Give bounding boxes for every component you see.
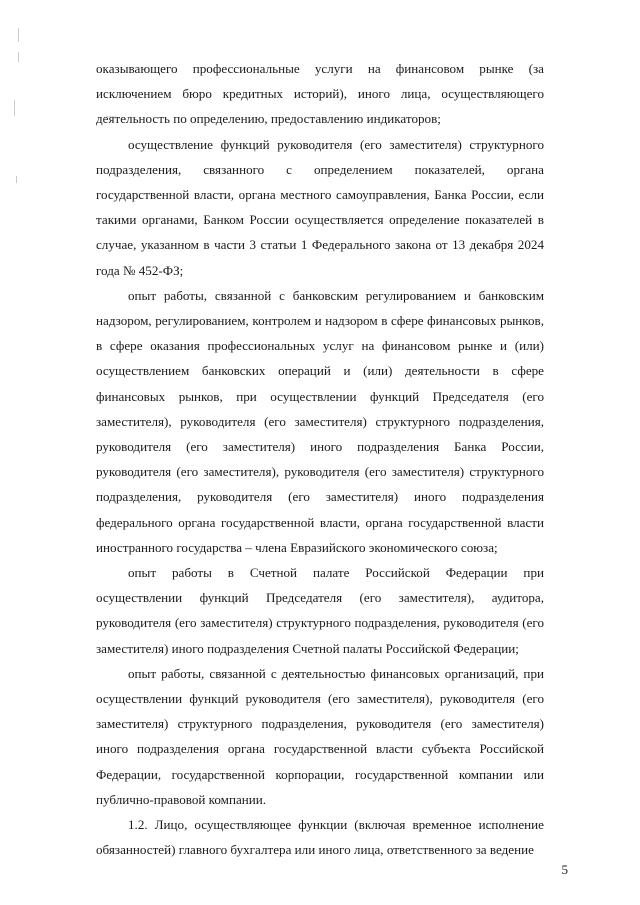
page-number: 5 xyxy=(561,862,568,877)
paragraph-3: опыт работы, связанной с банковским регулированием и банковским надзором, регулированием, контролем и надзором в сфере финансовых рынков, в сфере оказания профессиональных услуг на финансовом рынке и (или) осуществлением банковских операций и (или) деятельности в сфере финансовых рынков, при осуществлении функций Председателя (его заместителя), руководителя (его заместителя) структурного подразделения, руководителя (его заместителя) иного подразделения Банка России, руководителя (его заместителя), руководителя (его заместителя) структурного подразделения, руководителя (его заместителя) иного подразделения федерального органа государственной власти, органа государственной власти иностранного государства – члена Евразийского экономического союза; xyxy=(96,287,544,555)
scan-artifact xyxy=(14,100,15,116)
paragraph-6: 1.2. Лицо, осуществляющее функции (включая временное исполнение обязанностей) главного бухгалтера или иного лица, ответственного за ведение xyxy=(96,817,544,858)
paragraph-1: оказывающего профессиональные услуги на финансовом рынке (за исключением бюро кредитных историй), иного лица, осуществляющего деятельность по определению, предоставлению индикаторов; xyxy=(96,61,544,127)
paragraph-4: опыт работы в Счетной палате Российской Федерации при осуществлении функций Председателя (его заместителя), аудитора, руководителя (его заместителя) структурного подразделения, руководителя (его заместителя) иного подразделения Счетной палаты Российской Федерации; xyxy=(96,565,544,656)
paragraph-5: опыт работы, связанной с деятельностью финансовых организаций, при осуществлении функций руководителя (его заместителя), руководителя (его заместителя) структурного подразделения, руководителя (его заместителя) иного подразделения органа государственной власти субъекта Российской Федерации, государственной корпорации, государственной компании или публично-правовой компании. xyxy=(96,665,544,807)
scan-artifact xyxy=(18,28,19,42)
scan-artifact xyxy=(18,52,19,62)
paragraph-2: осуществление функций руководителя (его заместителя) структурного подразделения, связанного с определением показателей, органа государственной власти, органа местного самоуправления, Банка России, если такими органами, Банком России осуществляется определение показателей в случае, указанном в части 3 статьи 1 Федерального закона от 13 декабря 2024 года № 452-ФЗ; xyxy=(96,136,544,278)
scan-artifact xyxy=(16,176,17,183)
document-body xyxy=(96,56,544,863)
